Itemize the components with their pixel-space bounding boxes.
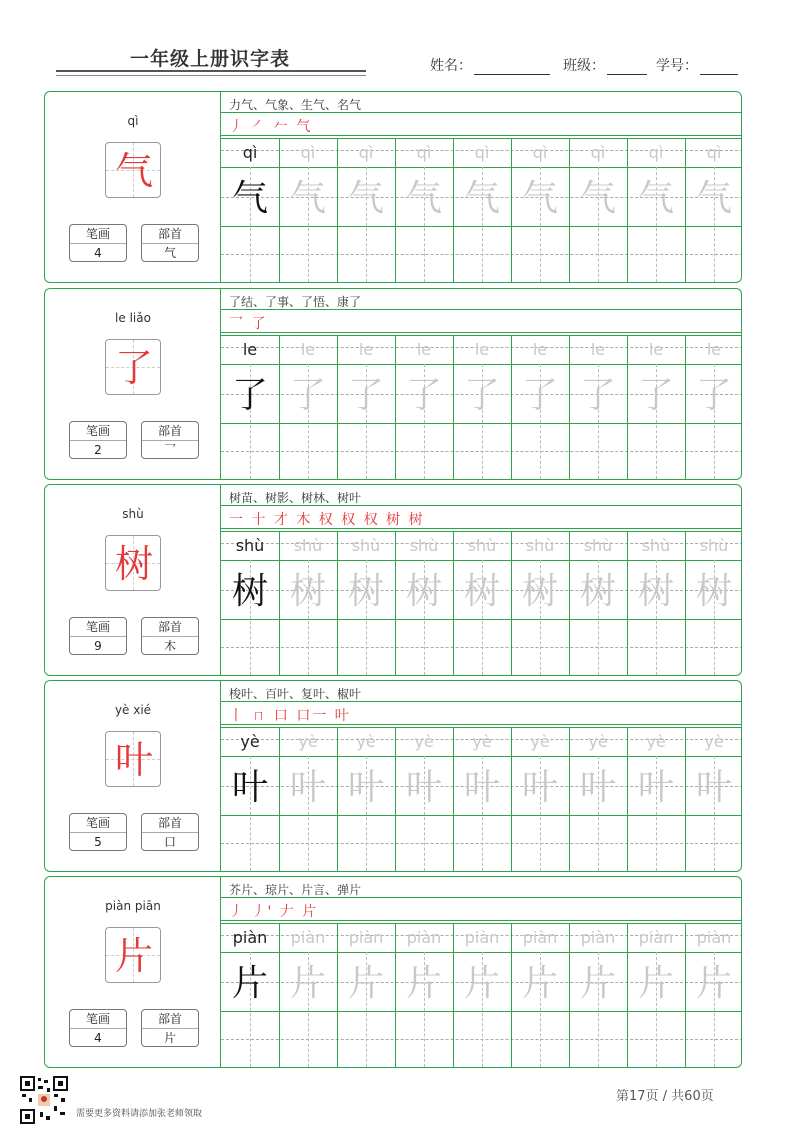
character-trace[interactable]: 片: [695, 963, 732, 1004]
pinyin-trace[interactable]: shù: [525, 536, 555, 555]
number-blank[interactable]: [700, 60, 738, 75]
practice-grid: [221, 92, 742, 282]
character-info-panel: [45, 92, 221, 282]
pinyin-trace[interactable]: qì: [706, 143, 722, 162]
radical-value: 乛: [163, 443, 176, 457]
qr-code-icon: [20, 1076, 68, 1124]
character-block: [44, 91, 742, 283]
character-trace[interactable]: 了: [463, 375, 500, 416]
stroke-count-label: 笔画: [70, 225, 126, 244]
character-model: 叶: [231, 767, 268, 808]
pinyin-trace[interactable]: yè: [704, 732, 724, 751]
character-display-box: [105, 339, 161, 395]
pinyin-trace[interactable]: shù: [699, 536, 729, 555]
footer-note: 需要更多资料请添加张老师领取: [76, 1109, 203, 1119]
character-trace[interactable]: 了: [347, 375, 384, 416]
stroke-count-value: 9: [94, 639, 102, 653]
character-trace[interactable]: 树: [579, 571, 616, 612]
name-blank[interactable]: [474, 60, 550, 75]
character-trace[interactable]: 气: [521, 178, 558, 219]
pinyin-trace[interactable]: piàn: [406, 928, 442, 947]
pinyin-trace[interactable]: le: [648, 340, 664, 359]
pinyin-trace[interactable]: yè: [414, 732, 434, 751]
character-info-panel: [45, 877, 221, 1067]
pinyin-trace[interactable]: qì: [590, 143, 606, 162]
stroke-order: 乛 了: [229, 316, 268, 332]
character-glyph: 树: [114, 542, 153, 586]
character-block: [44, 484, 742, 676]
pinyin-trace[interactable]: le: [532, 340, 548, 359]
character-model: 气: [231, 178, 268, 219]
example-words: 芥片、琼片、片言、弹片: [229, 883, 362, 897]
stroke-count-label: 笔画: [70, 814, 126, 833]
pinyin-trace[interactable]: shù: [293, 536, 323, 555]
title-underline-thin: [56, 75, 366, 76]
name-label: 姓名：: [430, 58, 472, 74]
pinyin-trace[interactable]: qì: [300, 143, 316, 162]
pinyin-trace[interactable]: le: [590, 340, 606, 359]
character-info-panel: [45, 485, 221, 675]
character-trace[interactable]: 叶: [289, 767, 326, 808]
stroke-count-box: [69, 224, 127, 262]
character-pinyin: yè xié: [114, 703, 152, 717]
pinyin-trace[interactable]: le: [416, 340, 432, 359]
character-model: 树: [231, 571, 268, 612]
example-words: 树苗、树影、树林、树叶: [229, 491, 362, 505]
stroke-count-value: 4: [94, 1031, 102, 1045]
pinyin-trace[interactable]: qì: [648, 143, 664, 162]
radical-label: 部首: [142, 814, 198, 833]
character-trace[interactable]: 叶: [579, 767, 616, 808]
stroke-count-value: 4: [94, 246, 102, 260]
stroke-count-label: 笔画: [70, 618, 126, 637]
number-field[interactable]: [656, 55, 738, 75]
stroke-count-box: [69, 1009, 127, 1047]
character-trace[interactable]: 了: [637, 375, 674, 416]
pinyin-model: yè: [240, 732, 260, 751]
character-trace[interactable]: 了: [695, 375, 732, 416]
character-trace[interactable]: 树: [347, 571, 384, 612]
pinyin-trace[interactable]: piàn: [464, 928, 500, 947]
class-field[interactable]: [563, 55, 647, 75]
character-trace[interactable]: 叶: [695, 767, 732, 808]
pinyin-trace[interactable]: yè: [298, 732, 318, 751]
pinyin-trace[interactable]: le: [706, 340, 722, 359]
character-trace[interactable]: 树: [521, 571, 558, 612]
character-trace[interactable]: 叶: [637, 767, 674, 808]
pinyin-trace[interactable]: piàn: [290, 928, 326, 947]
pinyin-trace[interactable]: shù: [583, 536, 613, 555]
radical-box: [141, 813, 199, 851]
pinyin-trace[interactable]: piàn: [348, 928, 384, 947]
character-display-box: [105, 927, 161, 983]
character-trace[interactable]: 气: [405, 178, 442, 219]
number-label: 学号：: [656, 58, 698, 74]
character-pinyin: qì: [127, 114, 139, 128]
character-trace[interactable]: 气: [579, 178, 616, 219]
radical-value: 片: [163, 1031, 176, 1045]
page-number: 第17页 / 共60页: [616, 1089, 714, 1104]
pinyin-trace[interactable]: le: [474, 340, 490, 359]
character-trace[interactable]: 片: [637, 963, 674, 1004]
character-trace[interactable]: 片: [347, 963, 384, 1004]
pinyin-trace[interactable]: piàn: [580, 928, 616, 947]
example-words: 了结、了事、了悟、康了: [229, 295, 362, 309]
radical-value: 木: [163, 639, 176, 653]
practice-grid: [221, 289, 742, 479]
character-display-box: [105, 535, 161, 591]
character-block: [44, 876, 742, 1068]
character-display-box: [105, 142, 161, 198]
character-trace[interactable]: 气: [637, 178, 674, 219]
class-blank[interactable]: [607, 60, 647, 75]
radical-box: [141, 421, 199, 459]
character-pinyin: le liǎo: [115, 311, 151, 325]
stroke-order: 丨 ㄇ 口 口一 叶: [229, 708, 351, 724]
character-trace[interactable]: 气: [347, 178, 384, 219]
pinyin-trace[interactable]: yè: [530, 732, 550, 751]
class-label: 班级：: [563, 58, 605, 74]
character-trace[interactable]: 树: [695, 571, 732, 612]
character-trace[interactable]: 片: [289, 963, 326, 1004]
radical-value: 口: [163, 835, 176, 849]
character-trace[interactable]: 树: [637, 571, 674, 612]
example-words: 力气、气象、生气、名气: [229, 98, 362, 112]
character-trace[interactable]: 叶: [521, 767, 558, 808]
pinyin-trace[interactable]: yè: [588, 732, 608, 751]
radical-label: 部首: [142, 422, 198, 441]
example-words: 梭叶、百叶、复叶、椒叶: [229, 687, 362, 701]
character-trace[interactable]: 树: [289, 571, 326, 612]
character-glyph: 叶: [114, 738, 153, 782]
pinyin-trace[interactable]: yè: [646, 732, 666, 751]
character-trace[interactable]: 了: [405, 375, 442, 416]
radical-label: 部首: [142, 618, 198, 637]
pinyin-trace[interactable]: piàn: [696, 928, 732, 947]
stroke-count-value: 2: [94, 443, 102, 457]
character-trace[interactable]: 了: [579, 375, 616, 416]
pinyin-trace[interactable]: le: [358, 340, 374, 359]
character-pinyin: shù: [122, 507, 144, 521]
pinyin-trace[interactable]: qì: [416, 143, 432, 162]
character-glyph: 片: [114, 934, 153, 978]
name-field[interactable]: [430, 55, 550, 75]
character-pinyin: piàn piān: [105, 899, 161, 913]
character-trace[interactable]: 片: [579, 963, 616, 1004]
character-display-box: [105, 731, 161, 787]
pinyin-model: piàn: [232, 928, 268, 947]
character-block: [44, 680, 742, 872]
stroke-count-label: 笔画: [70, 1010, 126, 1029]
character-trace[interactable]: 气: [289, 178, 326, 219]
pinyin-trace[interactable]: shù: [351, 536, 381, 555]
radical-label: 部首: [142, 225, 198, 244]
pinyin-model: shù: [235, 536, 265, 555]
title-underline: [56, 70, 366, 72]
stroke-order: 丿 ㇒ 𠂉 气: [229, 119, 313, 135]
page-title: 一年级上册识字表: [130, 48, 291, 70]
stroke-count-box: [69, 421, 127, 459]
character-trace[interactable]: 了: [289, 375, 326, 416]
radical-value: 气: [163, 246, 176, 260]
character-trace[interactable]: 片: [521, 963, 558, 1004]
character-trace[interactable]: 叶: [463, 767, 500, 808]
character-trace[interactable]: 气: [463, 178, 500, 219]
radical-box: [141, 224, 199, 262]
pinyin-trace[interactable]: qì: [358, 143, 374, 162]
character-model: 片: [231, 963, 268, 1004]
practice-grid: [221, 877, 742, 1067]
pinyin-trace[interactable]: yè: [356, 732, 376, 751]
pinyin-trace[interactable]: qì: [532, 143, 548, 162]
pinyin-trace[interactable]: piàn: [522, 928, 558, 947]
pinyin-trace[interactable]: le: [300, 340, 316, 359]
stroke-count-value: 5: [94, 835, 102, 849]
stroke-count-box: [69, 813, 127, 851]
character-trace[interactable]: 片: [463, 963, 500, 1004]
character-glyph: 气: [114, 149, 153, 193]
character-model: 了: [231, 375, 268, 416]
stroke-order: 一 十 才 木 权 权 权 树 树: [229, 512, 425, 528]
radical-box: [141, 1009, 199, 1047]
pinyin-trace[interactable]: shù: [409, 536, 439, 555]
pinyin-trace[interactable]: piàn: [638, 928, 674, 947]
character-trace[interactable]: 了: [521, 375, 558, 416]
practice-grid: [221, 485, 742, 675]
character-trace[interactable]: 树: [405, 571, 442, 612]
pinyin-model: le: [242, 340, 258, 359]
character-trace[interactable]: 气: [695, 178, 732, 219]
pinyin-trace[interactable]: shù: [641, 536, 671, 555]
pinyin-trace[interactable]: shù: [467, 536, 497, 555]
character-trace[interactable]: 叶: [347, 767, 384, 808]
character-info-panel: [45, 681, 221, 871]
stroke-count-box: [69, 617, 127, 655]
character-trace[interactable]: 片: [405, 963, 442, 1004]
pinyin-model: qì: [242, 143, 258, 162]
character-block: [44, 288, 742, 480]
character-info-panel: [45, 289, 221, 479]
stroke-order: 丿 丿' 𠂇 片: [229, 904, 319, 920]
pinyin-trace[interactable]: yè: [472, 732, 492, 751]
character-trace[interactable]: 叶: [405, 767, 442, 808]
pinyin-trace[interactable]: qì: [474, 143, 490, 162]
character-glyph: 了: [114, 346, 153, 390]
character-trace[interactable]: 树: [463, 571, 500, 612]
radical-box: [141, 617, 199, 655]
stroke-count-label: 笔画: [70, 422, 126, 441]
practice-grid: [221, 681, 742, 871]
radical-label: 部首: [142, 1010, 198, 1029]
